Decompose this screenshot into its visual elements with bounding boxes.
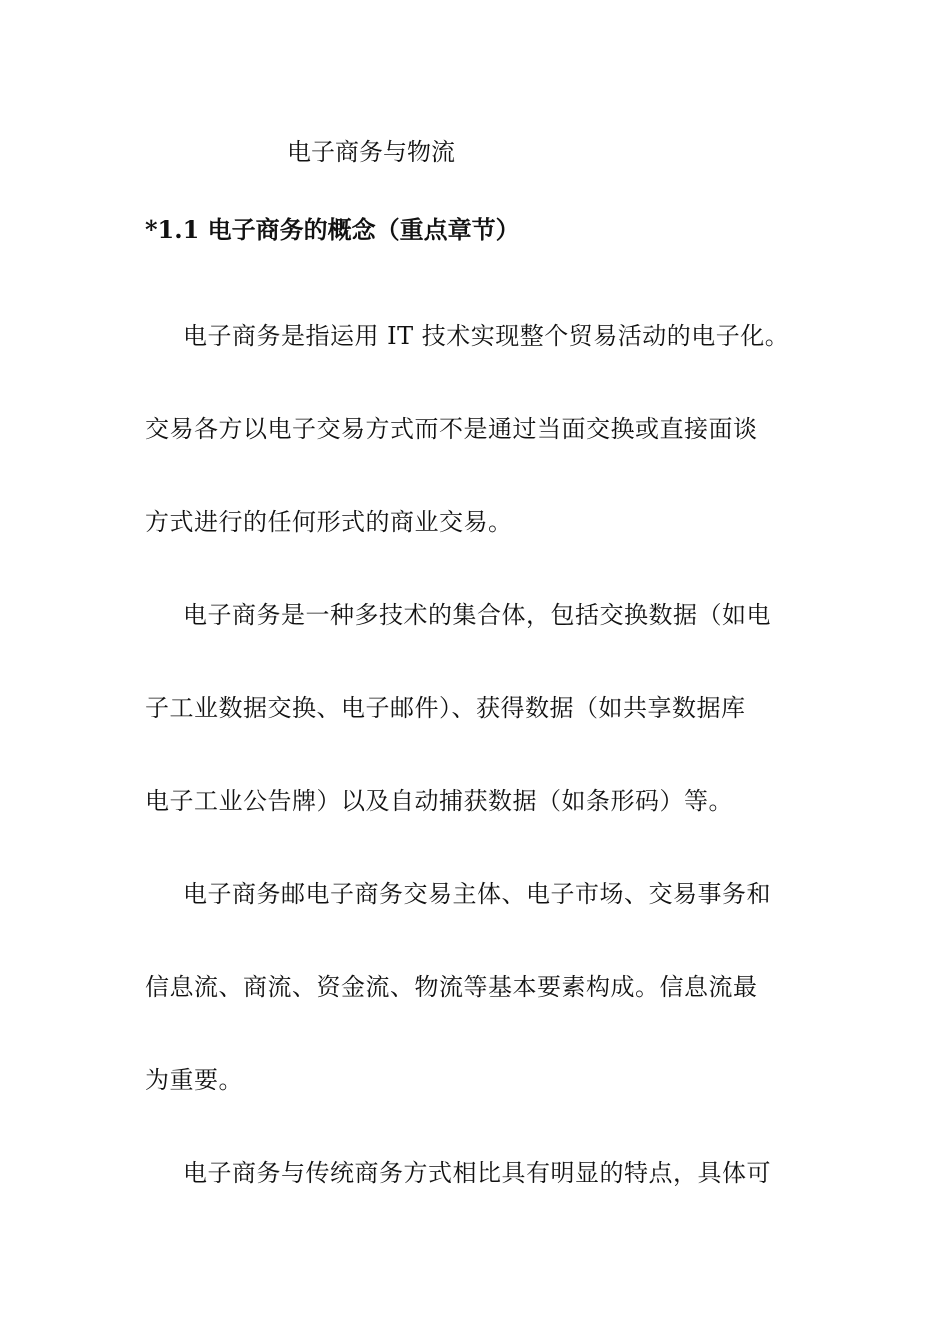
paragraph-line: 电子商务邮电子商务交易主体、电子市场、交易事务和	[183, 880, 771, 908]
section-heading: *1.1 电子商务的概念（重点章节）	[145, 215, 520, 244]
paragraph-line: 电子商务是指运用 IT 技术实现整个贸易活动的电子化。	[183, 322, 790, 350]
paragraph-line: 交易各方以电子交易方式而不是通过当面交换或直接面谈	[145, 415, 758, 443]
document-title: 电子商务与物流	[287, 138, 455, 166]
paragraph-line: 子工业数据交换、电子邮件）、获得数据（如共享数据库	[145, 694, 746, 722]
paragraph-3	[145, 848, 810, 1127]
paragraph-line: 电子商务与传统商务方式相比具有明显的特点，具体可	[183, 1159, 771, 1187]
paragraph-line: 信息流、商流、资金流、物流等基本要素构成。信息流最	[145, 973, 758, 1001]
paragraph-line: 方式进行的任何形式的商业交易。	[145, 508, 513, 536]
paragraph-line: 电子商务是一种多技术的集合体，包括交换数据（如电	[183, 601, 771, 629]
paragraph-1	[145, 290, 810, 569]
paragraph-line: 为重要。	[145, 1066, 243, 1094]
paragraph-line: 电子工业公告牌）以及自动捕获数据（如条形码）等。	[145, 787, 733, 815]
paragraph-4	[145, 1127, 810, 1220]
body-text	[145, 290, 810, 1220]
paragraph-2	[145, 569, 810, 848]
